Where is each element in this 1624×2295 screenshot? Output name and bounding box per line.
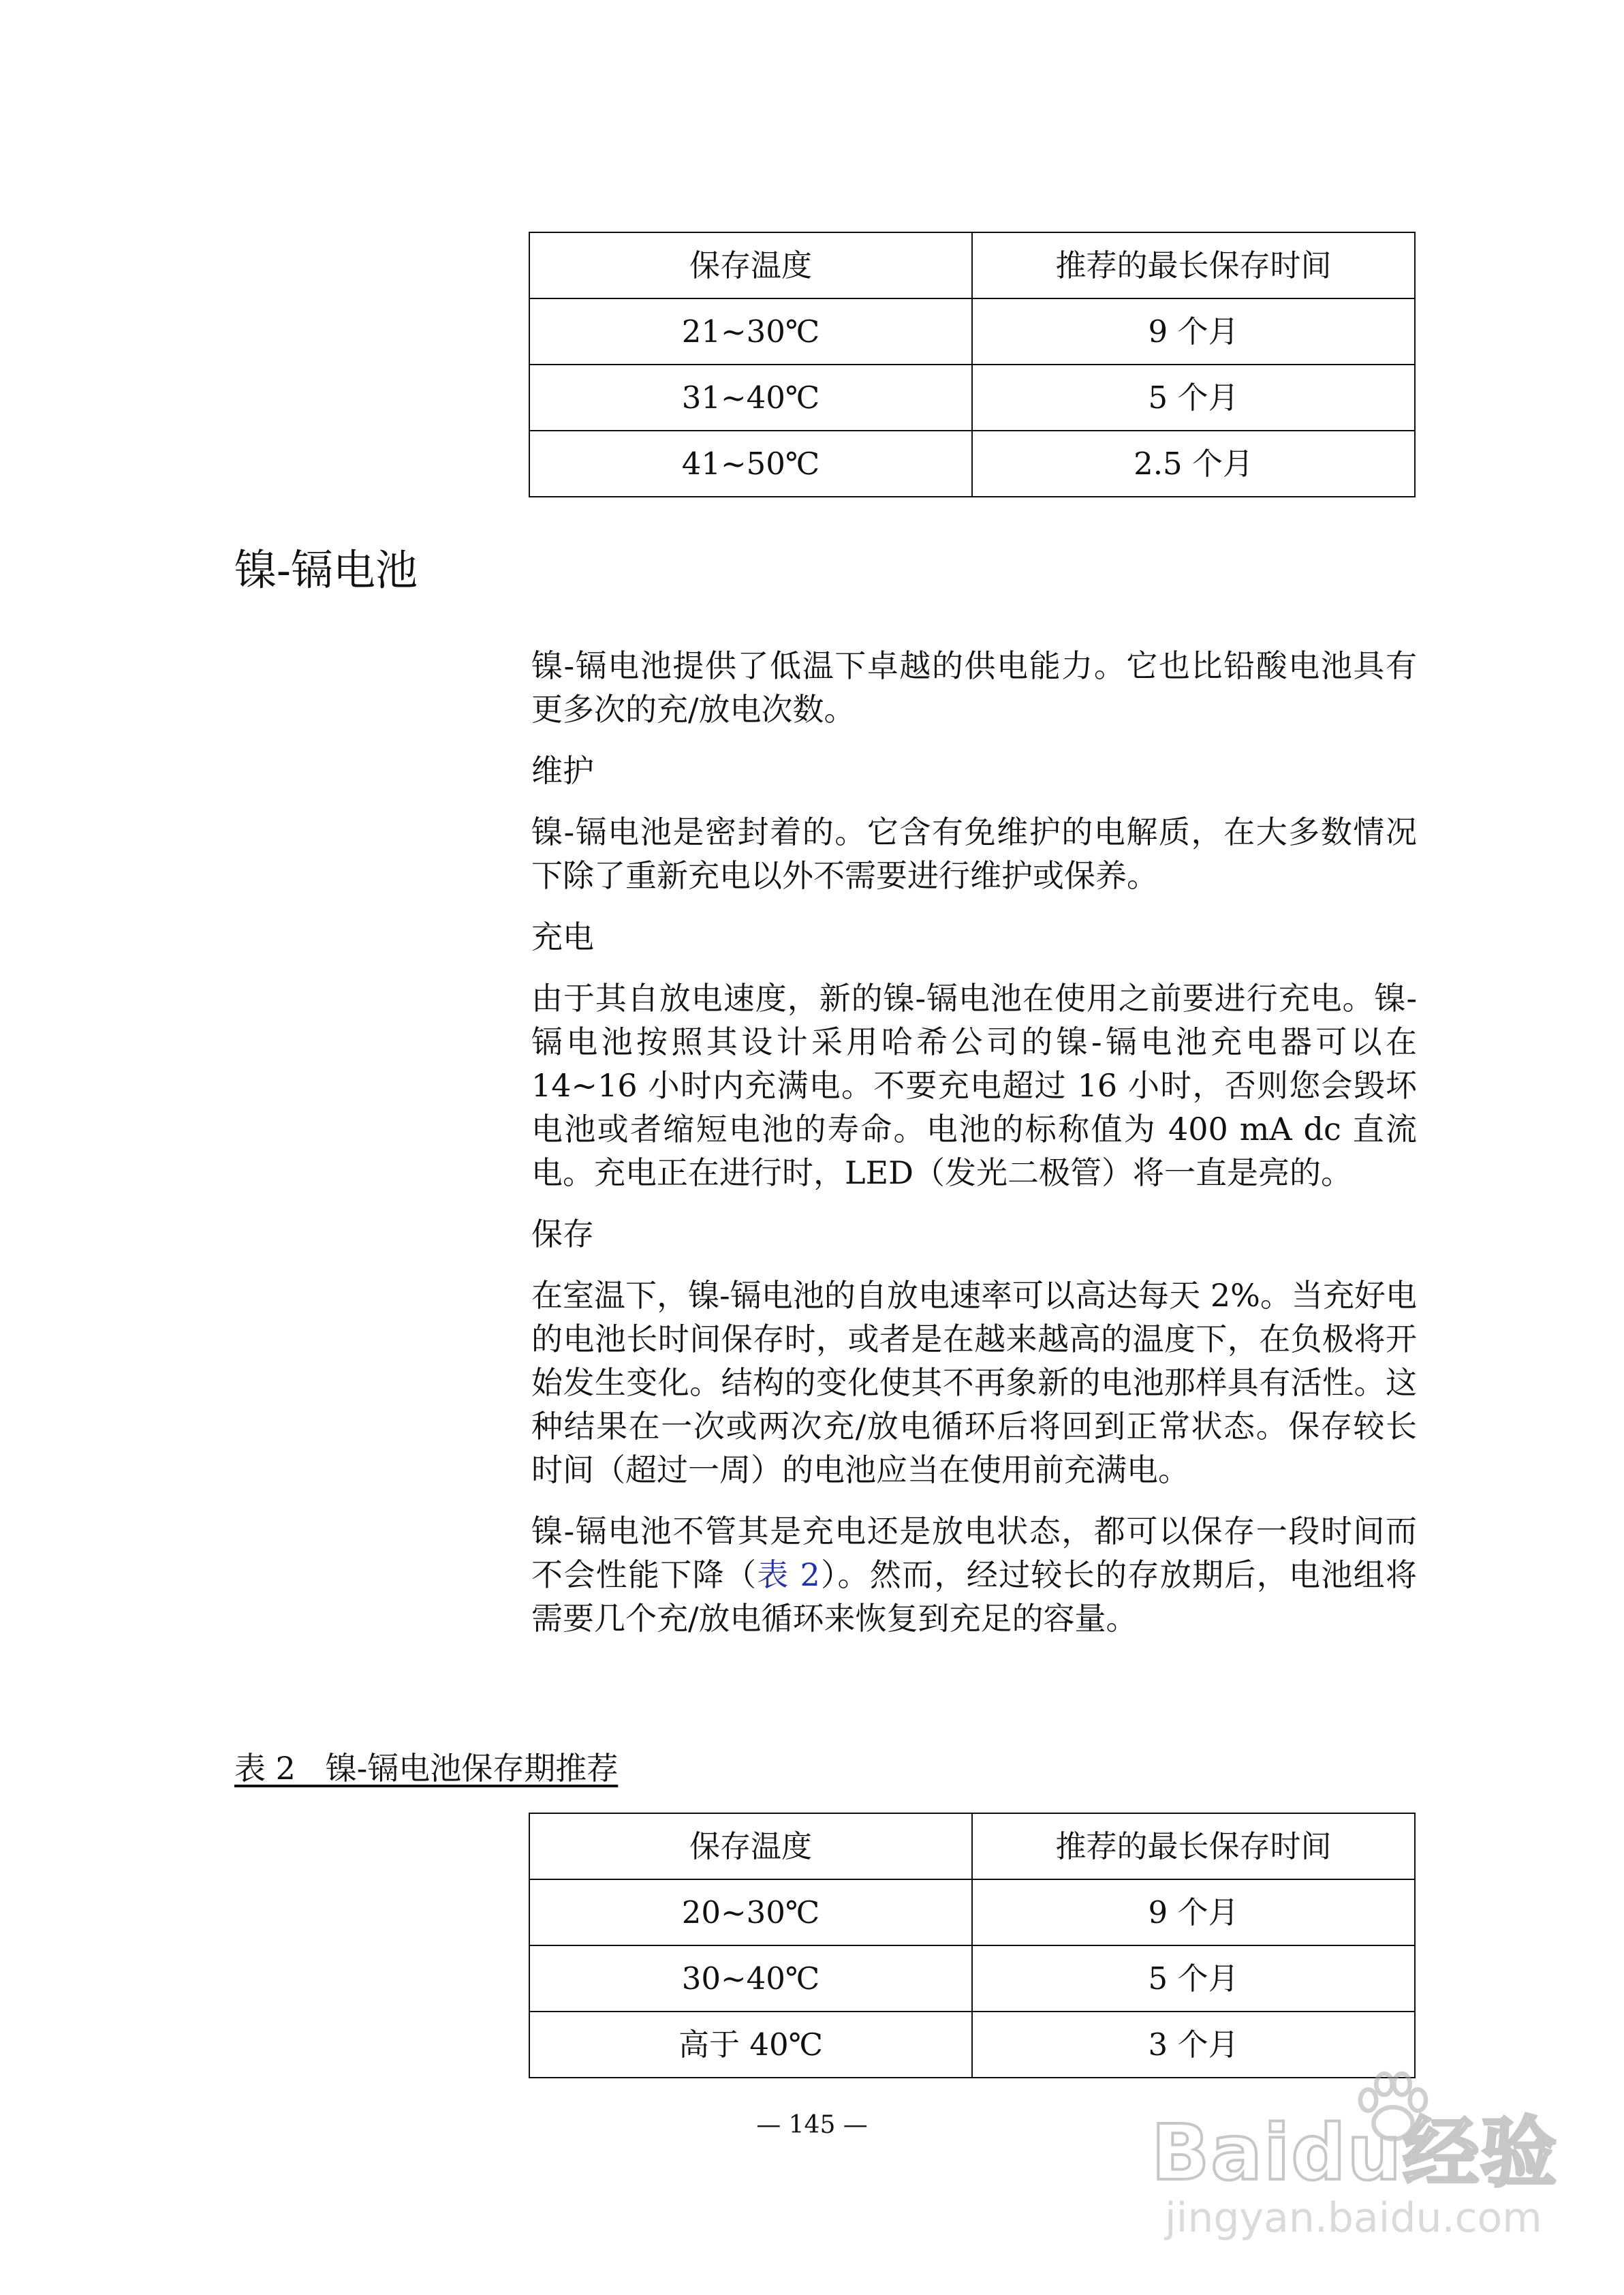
table-cell: 9 个月 <box>972 1879 1415 1945</box>
table-row <box>529 1879 1415 1945</box>
watermark-logo: Baidu经验 <box>1151 2109 1559 2198</box>
table-header-cell: 保存温度 <box>529 1813 972 1879</box>
table-cell: 21~30℃ <box>529 298 972 365</box>
page-number: — 145 — <box>756 2111 868 2139</box>
table-cell: 9 个月 <box>972 298 1415 365</box>
baidu-watermark <box>1144 2065 1567 2269</box>
table-row <box>529 1945 1415 2012</box>
table-cell: 2.5 个月 <box>972 431 1415 497</box>
table-cell: 3 个月 <box>972 2012 1415 2078</box>
table-row <box>529 298 1415 365</box>
charging-paragraph: 由于其自放电速度，新的镍-镉电池在使用之前要进行充电。镍-镉电池按照其设计采用哈希公司的镍-镉电池充电器可以在 14~16 小时内充满电。不要充电超过 16 小时，否则您会毁坏电池或者缩短电池的寿命。电池的标称值为 400 mA dc 直流电。充电正在进行时，LED（发光二极管）将一直是亮的。 <box>531 980 1417 1191</box>
table-header-cell: 推荐的最长保存时间 <box>972 232 1415 298</box>
table-row <box>529 431 1415 497</box>
storage-paragraph: 在室温下，镍-镉电池的自放电速率可以高达每天 2%。当充好电的电池长时间保存时，或者是在越来越高的温度下，在负极将开始发生变化。结构的变化使其不再象新的电池那样具有活性。这种结果在一次或两次充/放电循环后将回到正常状态。保存较长时间（超过一周）的电池应当在使用前充满电。 <box>531 1277 1417 1488</box>
body-text <box>531 644 1417 1658</box>
section-title: 镍-镉电池 <box>234 545 418 595</box>
table-header-row <box>529 232 1415 298</box>
table-cell: 5 个月 <box>972 365 1415 431</box>
table-cell: 高于 40℃ <box>529 2012 972 2078</box>
storage-paragraph-2 <box>531 1509 1417 1640</box>
storage2-text-after: ）。然而，经过较长的存放期后，电池组将需要几个充/放电循环来恢复到充足的容量。 <box>531 1556 1418 1637</box>
table-cell: 31~40℃ <box>529 365 972 431</box>
table-cell: 20~30℃ <box>529 1879 972 1945</box>
table-row <box>529 365 1415 431</box>
table-header-row <box>529 1813 1415 1879</box>
table-header-cell: 保存温度 <box>529 232 972 298</box>
table-caption: 表 2 镍-镉电池保存期推荐 <box>234 1750 619 1787</box>
watermark-url: jingyan.baidu.com <box>1165 2194 1542 2242</box>
storage-heading: 保存 <box>531 1216 594 1252</box>
storage2-text-before: 镍-镉电池不管其是充电还是放电状态，都可以保存一段时间而不会性能下降（ <box>531 1513 1417 1593</box>
table-header-cell: 推荐的最长保存时间 <box>972 1813 1415 1879</box>
table-2-reference-link[interactable]: 表 2 <box>757 1556 820 1593</box>
table-cell: 5 个月 <box>972 1945 1415 2012</box>
maintenance-heading: 维护 <box>531 752 594 789</box>
charging-heading: 充电 <box>531 919 594 955</box>
table-cell: 41~50℃ <box>529 431 972 497</box>
maintenance-paragraph: 镍-镉电池是密封着的。它含有免维护的电解质，在大多数情况下除了重新充电以外不需要进行维护或保养。 <box>531 814 1417 894</box>
intro-paragraph: 镍-镉电池提供了低温下卓越的供电能力。它也比铅酸电池具有更多次的充/放电次数。 <box>531 647 1417 728</box>
storage-table-2 <box>529 1813 1416 2078</box>
storage-table-1 <box>529 232 1416 497</box>
table-cell: 30~40℃ <box>529 1945 972 2012</box>
